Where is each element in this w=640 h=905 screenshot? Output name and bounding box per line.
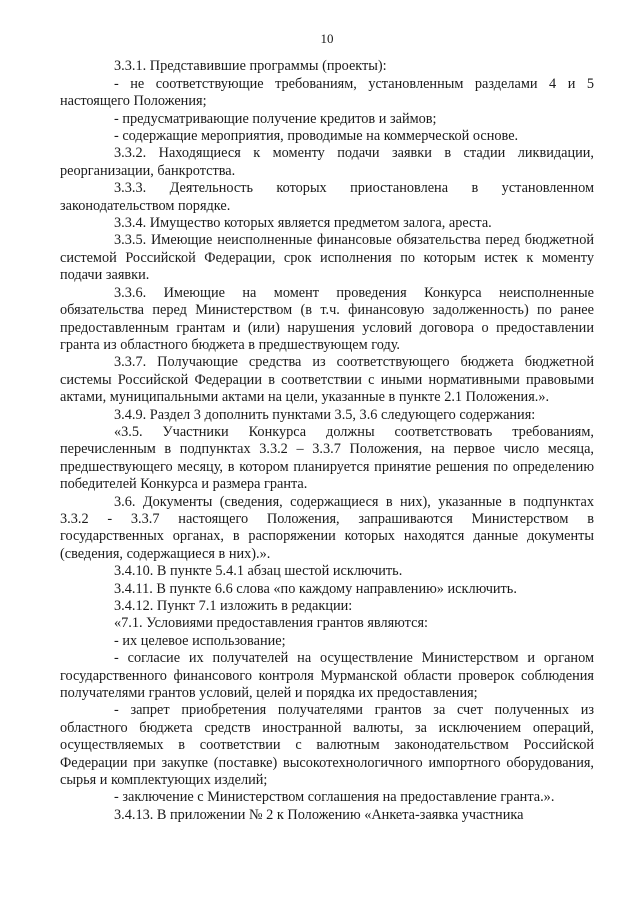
paragraph: 3.4.9. Раздел 3 дополнить пунктами 3.5, 3.6 следующего содержания:: [114, 406, 536, 423]
paragraph: - не соответствующие требованиям, установленным разделами 4 и 5 настоящего Положения;: [60, 75, 594, 110]
document-body: [60, 58, 594, 824]
paragraph: 3.3.6. Имеющие на момент проведения Конкурса неисполненные обязательства перед Министерством (в т.ч. финансовую задолженность) по ранее предоставленным грантам и (или) нарушения условий договора о предоставлении гранта из областного бюджета в предшествующем году.: [60, 284, 594, 353]
paragraph: - содержащие мероприятия, проводимые на коммерческой основе.: [114, 128, 519, 145]
paragraph: «3.5. Участники Конкурса должны соответствовать требованиям, перечисленным в подпунктах 3.3.2 – 3.3.7 Положения, на первое число месяца, предшествующего месяцу, в котором планируется принятие решения по определению победителей Конкурса и размера гранта.: [60, 423, 594, 493]
page-number: 10: [320, 31, 334, 46]
paragraph: 3.3.4. Имущество которых является предметом залога, ареста.: [114, 215, 492, 232]
paragraph: 3.3.3. Деятельность которых приостановлена в установленном законодательством порядке.: [60, 180, 594, 214]
paragraph: 3.4.10. В пункте 5.4.1 абзац шестой исключить.: [114, 563, 403, 580]
paragraph: - согласие их получателей на осуществление Министерством и органом государственного финансового контроля Мурманской области проверок соблюдения получателями грантов условий, целей и порядка их предоставления;: [60, 650, 594, 702]
paragraph: 3.4.11. В пункте 6.6 слова «по каждому направлению» исключить.: [114, 580, 517, 597]
paragraph: 3.6. Документы (сведения, содержащиеся в них), указанные в подпунктах 3.3.2 - 3.3.7 настоящего Положения, запрашиваются Министерством в государственных органах, в распоряжении которых находятся данные документы (сведения, содержащиеся в них).».: [60, 493, 594, 562]
paragraph: 3.3.7. Получающие средства из соответствующего бюджета бюджетной системы Российской Федерации в соответствии с иными нормативными правовыми актами, муниципальными актами на цели, указанные в пункте 2.1 Положения.».: [60, 354, 594, 406]
paragraph: 3.3.5. Имеющие неисполненные финансовые обязательства перед бюджетной системой Российской Федерации, срок исполнения по которым истек к моменту подачи заявки.: [60, 232, 594, 284]
paragraph: - запрет приобретения получателями грантов за счет полученных из областного бюджета средств иностранной валюты, за исключением операций, осуществляемых в соответствии с валютным законодательством Российской Федерации при закупке (поставке) высокотехнологичного импортного оборудования, сырья и комплектующих изделий;: [60, 702, 594, 789]
paragraph: - их целевое использование;: [114, 632, 286, 649]
paragraph: «7.1. Условиями предоставления грантов являются:: [114, 615, 428, 632]
paragraph: 3.4.13. В приложении № 2 к Положению «Анкета-заявка участника: [114, 806, 524, 823]
paragraph: - заключение с Министерством соглашения на предоставление гранта.».: [114, 789, 555, 806]
paragraph: 3.3.2. Находящиеся к моменту подачи заявки в стадии ликвидации, реорганизации, банкротства.: [60, 145, 594, 179]
paragraph: 3.3.1. Представившие программы (проекты):: [114, 58, 387, 75]
paragraph: - предусматривающие получение кредитов и займов;: [114, 110, 437, 127]
paragraph: 3.4.12. Пункт 7.1 изложить в редакции:: [114, 598, 353, 614]
